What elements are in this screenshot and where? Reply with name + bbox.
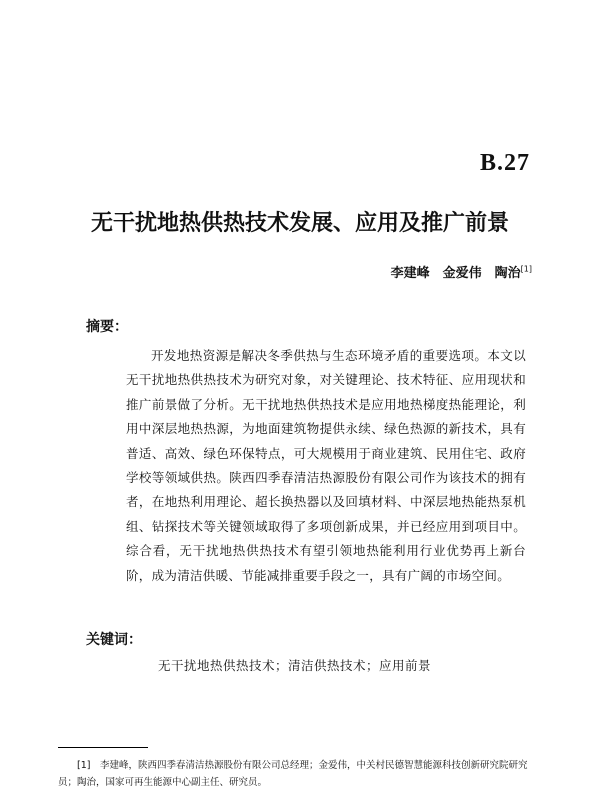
authors-line bbox=[391, 262, 532, 281]
footnote-text: [1] 李建峰，陕西四季春清洁热源股份有限公司总经理；金爱伟，中关村民德智慧能源科技创新研究院研究员；陶治，国家可再生能源中心副主任、研究员。 bbox=[58, 760, 528, 788]
abstract-text: 开发地热资源是解决冬季供热与生态环境矛盾的重要选项。本文以无干扰地热供热技术为研究对象，对关键理论、技术特征、应用现状和推广前景做了分析。无干扰地热供热技术是应用地热梯度热能理论，利用中深层地热热源，为地面建筑物提供永续、绿色热源的新技术，具有普适、高效、绿色环保特点，可大规模用于商业建筑、民用住宅、政府学校等领域供热。陕西四季春清洁热源股份有限公司作为该技术的拥有者，在地热利用理论、超长换热器以及回填材料、中深层地热能热泵机组、钻探技术等关键领域取得了多项创新成果，并已经应用到项目中。综合看，无干扰地热供热技术有望引领地热能利用行业优势再上新台阶，成为清洁供暖、节能减排重要手段之一，具有广阔的市场空间。 bbox=[126, 348, 526, 583]
footnote-marker: [1] bbox=[520, 264, 532, 274]
chapter-code: B.27 bbox=[479, 150, 530, 176]
author-names: 李建峰 金爱伟 陶治 bbox=[390, 266, 521, 281]
abstract-label: 摘要： bbox=[86, 319, 128, 335]
keywords-text: 无干扰地热供热技术；清洁供热技术；应用前景 bbox=[158, 658, 432, 673]
page-title: 无干扰地热供热技术发展、应用及推广前景 bbox=[90, 211, 509, 236]
keywords-label: 关键词： bbox=[86, 632, 142, 648]
footnote-divider bbox=[58, 747, 148, 748]
